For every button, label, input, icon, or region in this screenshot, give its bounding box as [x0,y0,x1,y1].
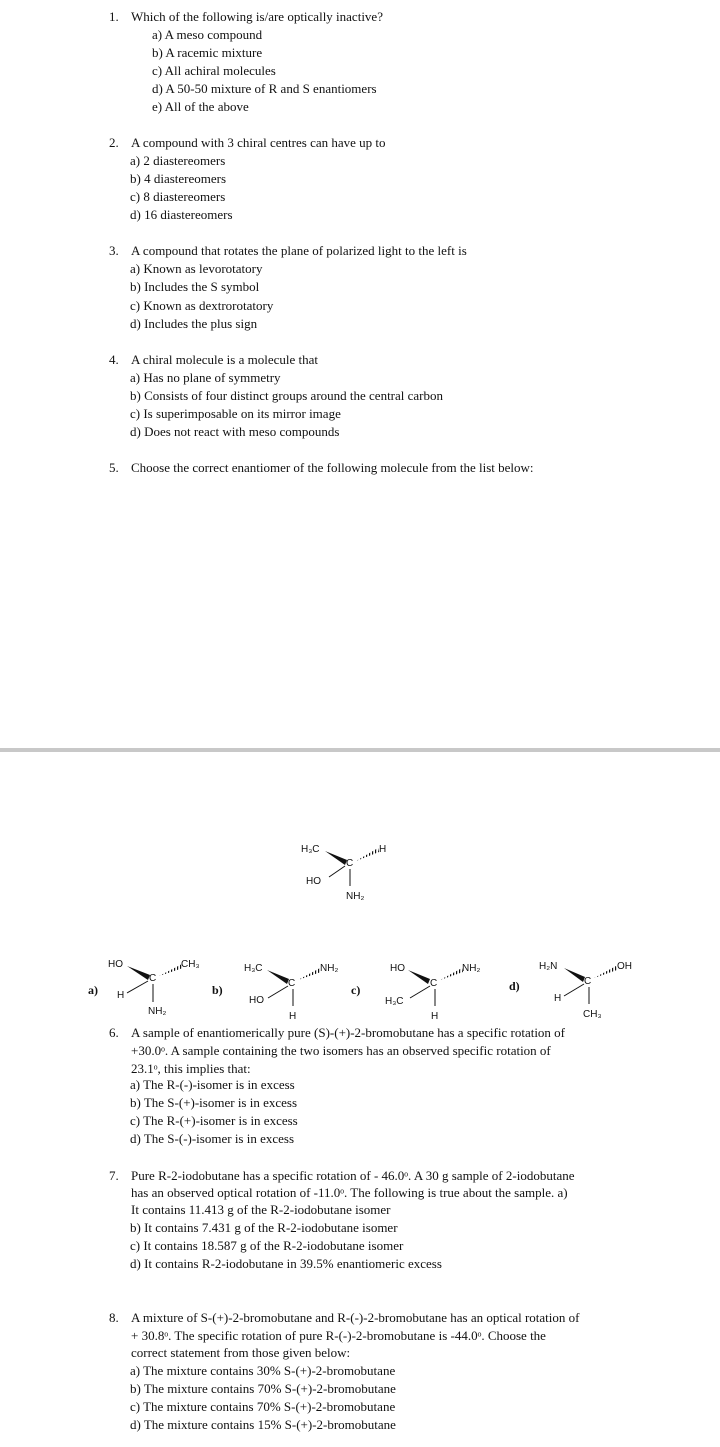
q2-text: A compound with 3 chiral centres can have up to [131,135,386,150]
molecule-d-label: d) [509,979,520,993]
q3-text: A compound that rotates the plane of polarized light to the left is [131,243,467,258]
q6-option-a: a) The R-(-)-isomer is in excess [130,1077,295,1092]
q8-line-3: correct statement from those given below: [131,1345,351,1360]
q2-option-b: b) 4 diastereomers [130,171,227,186]
hash-bond [594,966,617,978]
q7-option-b: b) It contains 7.431 g of the R-2-iodobutane isomer [130,1220,398,1235]
wedge-bond [325,851,347,865]
q4-option-c: c) Is superimposable on its mirror image [130,406,341,421]
wedge-bond [127,966,150,980]
q8-option-d: d) The mixture contains 15% S-(+)-2-bromobutane [130,1417,396,1432]
bond [410,986,430,998]
molecule-b [212,963,338,1022]
q3-option-a: a) Known as levorotatory [130,261,263,276]
q8-option-c: c) The mixture contains 70% S-(+)-2-bromobutane [130,1399,396,1414]
q5-text: Choose the correct enantiomer of the following molecule from the list below: [131,460,534,475]
q8-option-b: b) The mixture contains 70% S-(+)-2-bromobutane [130,1381,396,1396]
molecule-d-top-left: H₂N [539,961,558,972]
q1-option-b: b) A racemic mixture [152,45,263,60]
molecule-c [351,963,480,1022]
q3-number: 3. [109,243,119,258]
molecule-c-bottom: H [431,1011,439,1022]
molecule-b-left: HO [249,995,264,1006]
molecule-d-center: C [584,976,592,987]
q1-text: Which of the following is/are optically inactive? [131,9,383,24]
q4-option-b: b) Consists of four distinct groups around the central carbon [130,388,444,403]
molecule-a [88,959,200,1017]
molecule-c-left: H₃C [385,996,404,1007]
q5-number: 5. [109,460,119,475]
molecule-d-bottom: CH₃ [583,1009,602,1020]
q4-option-d: d) Does not react with meso compounds [130,424,340,439]
molecule-d-top-right: OH [617,961,632,972]
wedge-bond [408,970,430,984]
molecule-b-bottom: H [289,1011,297,1022]
molecule-c-top-right: NH₂ [462,963,481,974]
q6-number: 6. [109,1025,119,1040]
q8-option-a: a) The mixture contains 30% S-(+)-2-bromobutane [130,1363,396,1378]
q2-option-a: a) 2 diastereomers [130,153,226,168]
q7-number: 7. [109,1168,119,1183]
molecule-c-top-left: HO [390,963,405,974]
molecule-a-left: H [117,990,125,1001]
q4-text: A chiral molecule is a molecule that [131,352,318,367]
q6-option-d: d) The S-(-)-isomer is in excess [130,1131,295,1146]
q2-option-c: c) 8 diastereomers [130,189,226,204]
molecule-b-top-left: H₃C [244,963,263,974]
q6-line-1: A sample of enantiomerically pure (S)-(+)-2-bromobutane has a specific rotation of [131,1025,566,1040]
molecule-a-bottom: NH₂ [148,1006,167,1017]
hash-bond [356,848,379,861]
bond [564,984,584,996]
q7-line-1: Pure R-2-iodobutane has a specific rotation of - 46.0ᵒ. A 30 g sample of 2-iodobutane [131,1168,575,1183]
hash-bond [159,964,183,976]
molecule-a-top-right: CH₃ [181,959,200,970]
q2-option-d: d) 16 diastereomers [130,207,233,222]
molecule-b-center: C [288,978,296,989]
main-center: C [346,858,354,869]
q1-option-c: c) All achiral molecules [152,63,276,78]
wedge-bond [267,970,289,984]
q6-line-3: 23.1ᵒ, this implies that: [131,1061,251,1076]
q3-option-d: d) Includes the plus sign [130,316,258,331]
q8-number: 8. [109,1310,119,1325]
q1-number: 1. [109,9,119,24]
molecule-d [509,961,632,1020]
q4-number: 4. [109,352,119,367]
q6-option-b: b) The S-(+)-isomer is in excess [130,1095,298,1110]
molecule-c-center: C [430,978,438,989]
main-top-left: H₃C [301,844,320,855]
q7-line-3: It contains 11.413 g of the R-2-iodobutane isomer [131,1202,391,1217]
main-bottom: NH₂ [346,891,365,902]
molecule-b-top-right: NH₂ [320,963,339,974]
hash-bond [440,968,463,980]
molecule-b-label: b) [212,983,223,997]
q7-option-c: c) It contains 18.587 g of the R-2-iodobutane isomer [130,1238,404,1253]
molecule-a-label: a) [88,983,98,997]
main-left: HO [306,876,321,887]
q2-number: 2. [109,135,119,150]
main-top-right: H [379,844,387,855]
q1-option-a: a) A meso compound [152,27,263,42]
bond [268,986,288,998]
q7-line-2: has an observed optical rotation of -11.0ᵒ. The following is true about the sample. a) [131,1185,568,1200]
bond [329,866,345,877]
q3-option-b: b) Includes the S symbol [130,279,260,294]
bond [127,981,148,993]
hash-bond [298,968,321,980]
wedge-bond [564,968,585,982]
molecule-d-left: H [554,993,562,1004]
molecule-a-center: C [149,973,157,984]
molecule-a-top-left: HO [108,959,123,970]
main-molecule [301,844,386,902]
q8-line-2: + 30.8ᵒ. The specific rotation of pure R-(-)-2-bromobutane is -44.0ᵒ. Choose the [131,1328,546,1343]
molecule-c-label: c) [351,983,361,997]
q6-line-2: +30.0ᵒ. A sample containing the two isomers has an observed specific rotation of [131,1043,551,1058]
q1-option-e: e) All of the above [152,99,249,114]
q1-option-d: d) A 50-50 mixture of R and S enantiomers [152,81,377,96]
q7-option-d: d) It contains R-2-iodobutane in 39.5% enantiomeric excess [130,1256,442,1271]
q8-line-1: A mixture of S-(+)-2-bromobutane and R-(-)-2-bromobutane has an optical rotation of [131,1310,580,1325]
q6-option-c: c) The R-(+)-isomer is in excess [130,1113,298,1128]
q3-option-c: c) Known as dextrorotatory [130,298,274,313]
q4-option-a: a) Has no plane of symmetry [130,370,281,385]
